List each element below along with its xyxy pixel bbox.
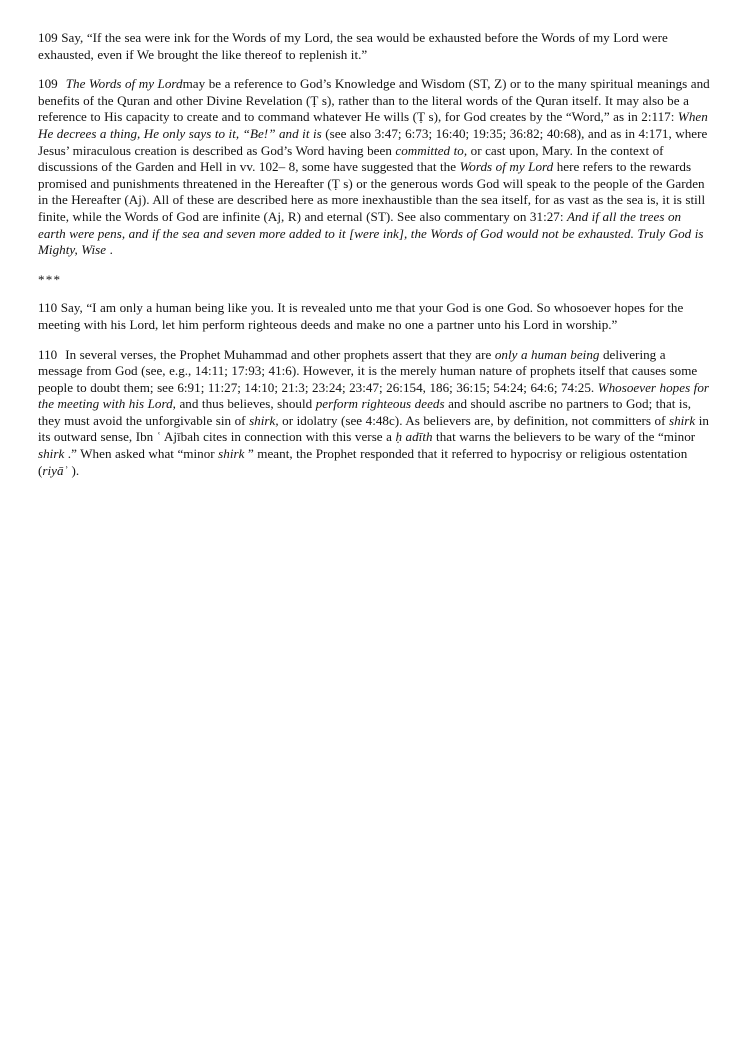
commentary-110-italic-4: shirk, (249, 412, 279, 428)
commentary-109-segment-3: or cast upon, Mary. In the context of discussions of the Garden and Hell in vv. 102– 8, some have suggested that the (38, 142, 664, 175)
commentary-109-number: 109 (38, 76, 58, 92)
commentary-110-segment-10: ). (67, 462, 80, 478)
commentary-109-segment-1: may be a reference to God’s Knowledge and Wisdom (ST, Z) or to the many spiritual meanings and benefits of the Quran and other Divine Revelation (Ṭ s), rather than to the literal words of the Quran itself. It may also be a reference to His capacity to create and to command whatever He wills (Ṭ s), for God creates by the “Word,” as in 2:117: (38, 76, 710, 125)
commentary-109-italic-2: When He decrees a thing, He only says to it, “Be!” and it is (38, 109, 708, 141)
commentary-110-italic-1: only a human being (494, 346, 600, 362)
commentary-109-italic-3: committed to, (395, 142, 468, 158)
commentary-110-italic-7: shirk (38, 446, 65, 462)
commentary-110-italic-5: shirk (668, 412, 696, 428)
commentary-109-italic-5: And if all the trees on earth were pens, and if the sea and seven more added to it [were ink], the Words of God would not be exhausted. Truly God is Mighty, Wise (38, 208, 704, 258)
commentary-110-italic-3: perform righteous deeds (315, 396, 445, 412)
commentary-110-italic-8: shirk (218, 446, 245, 462)
commentary-110-segment-8: .” When asked what “minor (64, 446, 219, 462)
commentary-110-segment-9: ” meant, the Prophet responded that it referred to hypocrisy or religious ostentation ( (38, 446, 688, 478)
commentary-110-segment-2: delivering a message from God (see, e.g., 14:11; 17:93; 41:6). However, it is the merely human nature of prophets itself that causes some people to doubt them; see 6:91; 11:27; 14:10; 21:3; 23:24; 23:47; 26:154, 186; 36:15; 54:24; 64:6; 74:25. (38, 346, 698, 395)
commentary-110-italic-9: riyāʾ (42, 462, 68, 478)
commentary-110-segment-4: and should ascribe no partners to God; that is, they must avoid the unforgivable sin of (38, 396, 691, 428)
commentary-110-italic-2: Whosoever hopes for the meeting with his Lord, (38, 379, 710, 412)
verse-109-text (38, 30, 712, 63)
commentary-109-segment-2: (see also 3:47; 6:73; 16:40; 19:35; 36:82; 40:68), and as in 4:171, where Jesus’ miraculous creation is described as God’s Word having been (38, 125, 708, 158)
commentary-109-italic-4: Words of my Lord (459, 159, 554, 175)
commentary-110-segment-7: that warns the believers to be wary of the “minor (432, 429, 696, 445)
commentary-110-paragraph (38, 347, 712, 480)
commentary-109-segment-5: . (109, 242, 113, 258)
verse-110-body: 110 Say, “I am only a human being like you. It is revealed unto me that your God is one God. So whosoever hopes for the meeting with his Lord, let him perform righteous deeds and make no one a partner unto his Lord in worship.” (38, 300, 684, 332)
commentary-110-italic-6: ḥ adīth (395, 429, 433, 445)
commentary-110-segment-3: and thus believes, should (175, 396, 316, 412)
commentary-109-italic-1: The Words of my Lord (65, 76, 183, 92)
commentary-109-paragraph (38, 76, 712, 259)
commentary-110-segment-6: in its outward sense, Ibn ʿ Ajībah cites in connection with this verse a (38, 412, 709, 445)
section-separator: *** (38, 271, 62, 287)
commentary-110-segment-1: In several verses, the Prophet Muhammad and other prophets assert that they are (65, 346, 495, 362)
verse-110-text (38, 300, 712, 333)
commentary-110-segment-5: or idolatry (see 4:48c). As believers are, by definition, not committers of (278, 412, 669, 428)
verse-109-body: 109 Say, “If the sea were ink for the Words of my Lord, the sea would be exhausted before the Words of my Lord were exhausted, even if We brought the like thereof to replenish it.” (38, 30, 668, 62)
page-content (38, 30, 712, 492)
commentary-110-number: 110 (38, 346, 58, 362)
commentary-109-segment-4: here refers to the rewards promised and punishments threatened in the Hereafter (Ṭ s) or the generous words God will speak to the people of the Garden in the Hereafter (Aj). All of these are described here as more inexhaustible than the sea itself, for as vast as the sea is, it is still finite, while the Words of God are infinite (Aj, R) and eternal (ST). See also commentary on 31:27: (38, 159, 706, 224)
